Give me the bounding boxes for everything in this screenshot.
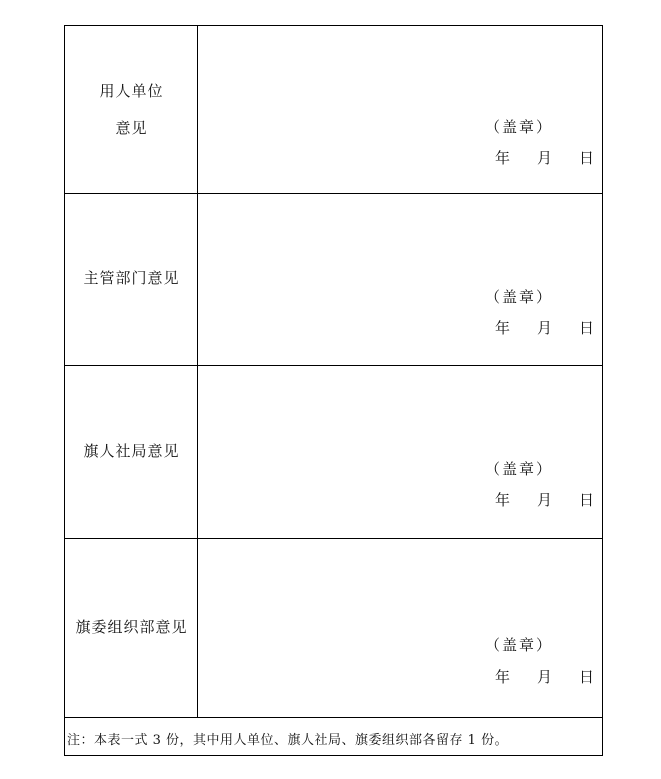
date-year-supervisor: 年: [495, 319, 511, 337]
stamp-label-employer: （盖章）: [485, 118, 554, 136]
label-hr-bureau: 旗人社局意见: [83, 442, 180, 460]
stamp-label-supervisor: （盖章）: [485, 288, 554, 306]
opinion-cell-employer[interactable]: [199, 26, 602, 193]
opinion-cell-hr-bureau[interactable]: [199, 366, 602, 538]
date-day-supervisor: 日: [579, 319, 595, 337]
stamp-label-hr-bureau: （盖章）: [485, 460, 554, 478]
label-employer-line1: 用人单位: [99, 82, 164, 100]
label-supervisor: 主管部门意见: [83, 269, 180, 287]
opinion-cell-org-dept[interactable]: [199, 539, 602, 717]
opinion-cell-supervisor[interactable]: [199, 194, 602, 365]
label-cell-hr-bureau: [65, 366, 198, 538]
label-employer-line2: 意见: [115, 119, 148, 137]
date-month-employer: 月: [537, 149, 553, 167]
approval-form-table: [64, 25, 603, 756]
footnote-text: 注：本表一式 3 份，其中用人单位、旗人社局、旗委组织部各留存 1 份。: [67, 733, 509, 748]
label-cell-supervisor: [65, 194, 198, 365]
date-month-org-dept: 月: [537, 668, 553, 686]
label-cell-org-dept: [65, 539, 198, 717]
date-year-org-dept: 年: [495, 668, 511, 686]
date-day-hr-bureau: 日: [579, 491, 595, 509]
row-hr-bureau-opinion: [65, 366, 602, 539]
label-org-dept: 旗委组织部意见: [75, 618, 188, 636]
stamp-label-org-dept: （盖章）: [485, 636, 554, 654]
row-employer-opinion: [65, 26, 602, 194]
date-year-hr-bureau: 年: [495, 491, 511, 509]
footnote-row: [65, 718, 602, 755]
date-day-org-dept: 日: [579, 668, 595, 686]
date-year-employer: 年: [495, 149, 511, 167]
date-month-hr-bureau: 月: [537, 491, 553, 509]
label-cell-employer: [65, 26, 198, 193]
row-supervisor-opinion: [65, 194, 602, 366]
date-day-employer: 日: [579, 149, 595, 167]
date-month-supervisor: 月: [537, 319, 553, 337]
row-org-dept-opinion: [65, 539, 602, 718]
